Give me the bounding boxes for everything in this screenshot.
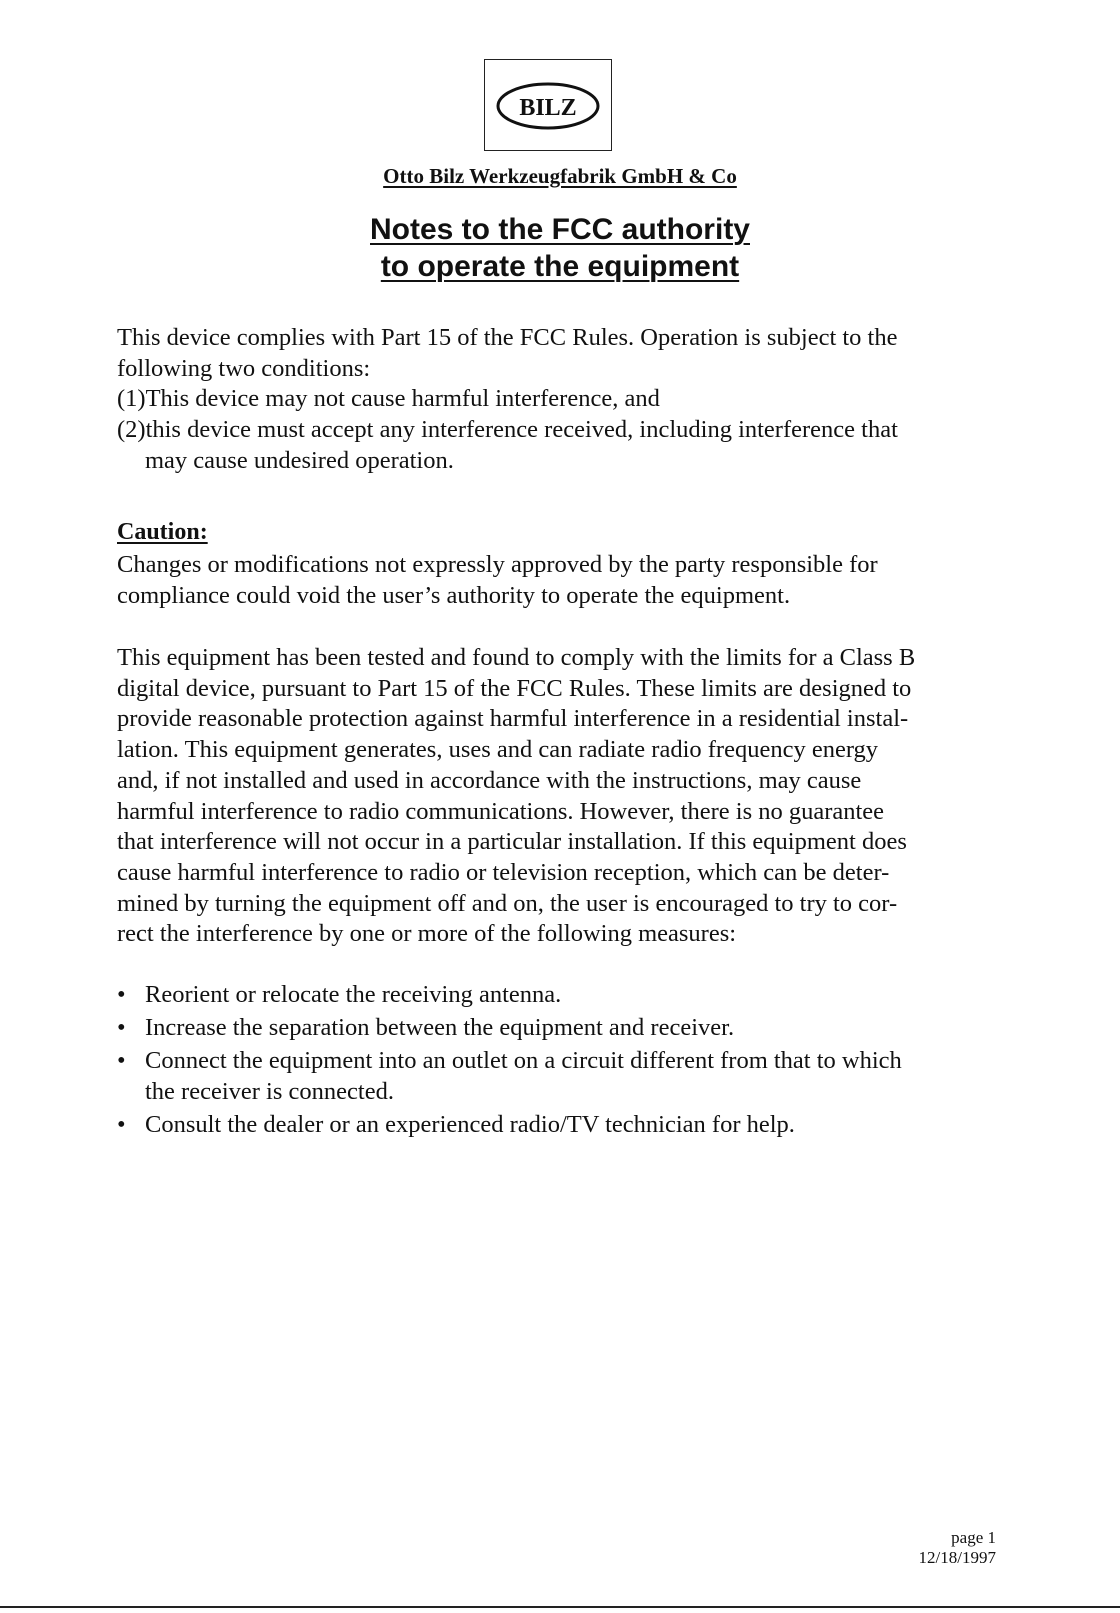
document-date: 12/18/1997 [918,1548,996,1567]
bilz-logo-emblem [495,80,601,132]
measures-list [117,979,902,1140]
list-item [117,1109,902,1140]
measure-text-continued: the receiver is connected. [145,1078,394,1105]
bullet-icon: • [117,1111,126,1138]
measure-text: Connect the equipment into an outlet on a circuit different from that to which [145,1047,902,1074]
bottom-divider [0,1606,1120,1608]
caution-line: compliance could void the user’s authority to operate the equipment. [117,582,791,609]
class-b-line: cause harmful interference to radio or television reception, which can be deter- [117,859,890,886]
class-b-line: lation. This equipment generates, uses and can radiate radio frequency energy [117,736,879,763]
logo-text: BILZ [519,95,577,121]
condition-1: (1)This device may not cause harmful interference, and [117,385,660,412]
measure-text: Consult the dealer or an experienced radio/TV technician for help. [145,1111,795,1138]
condition-2-continued: may cause undesired operation. [145,447,454,474]
class-b-line: mined by turning the equipment off and on, the user is encouraged to try to cor- [117,890,898,917]
class-b-line: digital device, pursuant to Part 15 of the FCC Rules. These limits are designed to [117,675,912,702]
page-number: page 1 [951,1528,996,1547]
company-name: Otto Bilz Werkzeugfabrik GmbH & Co [383,164,737,188]
class-b-line: rect the interference by one or more of the following measures: [117,920,737,947]
class-b-line: and, if not installed and used in accordance with the instructions, may cause [117,767,862,794]
compliance-line: following two conditions: [117,355,371,382]
page-footer [919,1528,996,1568]
measure-text: Increase the separation between the equipment and receiver. [145,1014,735,1041]
list-item [117,1012,902,1043]
caution-line: Changes or modifications not expressly approved by the party responsible for [117,551,878,578]
class-b-line: that interference will not occur in a particular installation. If this equipment does [117,828,907,855]
document-title-line-1: Notes to the FCC authority [370,213,750,246]
class-b-line: harmful interference to radio communications. However, there is no guarantee [117,798,885,825]
class-b-line: This equipment has been tested and found to comply with the limits for a Class B [117,644,916,671]
list-item [117,1045,902,1107]
company-logo [484,59,612,151]
caution-heading: Caution: [117,519,208,545]
compliance-line: This device complies with Part 15 of the FCC Rules. Operation is subject to the [117,324,898,351]
list-item [117,979,902,1010]
bullet-icon: • [117,981,126,1008]
document-title-line-2: to operate the equipment [380,250,740,283]
class-b-line: provide reasonable protection against harmful interference in a residential instal- [117,705,909,732]
bullet-icon: • [117,1047,126,1074]
measure-text: Reorient or relocate the receiving antenna. [145,981,562,1008]
bullet-icon: • [117,1014,126,1041]
condition-2: (2)this device must accept any interference received, including interference that [117,416,898,443]
